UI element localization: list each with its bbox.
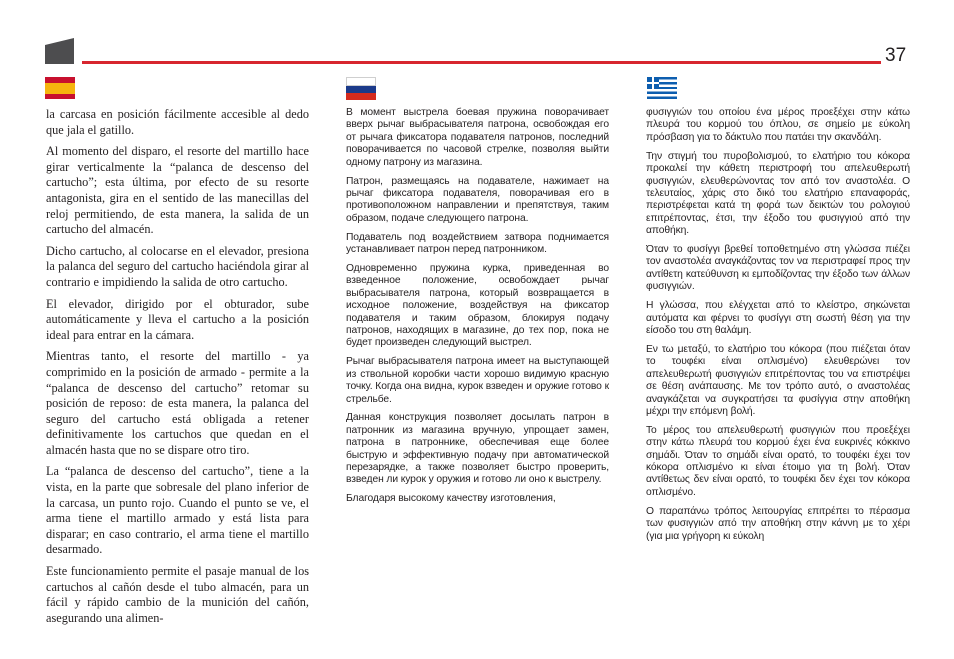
paragraph: Την στιγμή του πυροβολισμού, το ελατήριο του κόκορα προκαλεί την κάθετη περιστροφή του απελευθερωτή φυσιγγιών, ελευθερώνοντας τον από τον αναστολέα. Ο τελευταίος, χάρις στο δικό του ελατήριο επαναφοράς, περιστρέφεται κατά τη φορά των δεικτών του ρολογιού επιτρέποντας, έτσι, την έξοδο του φυσιγγιού από την αποθήκη.	[646, 150, 910, 237]
paragraph: La “palanca de descenso del cartucho”, tiene a la vista, en la parte que sobresale del plano inferior de la carcasa, un punto rojo. Cuando el punto se ve, el arma tiene el martillo armado y está lista para disparar; en caso contrario, el arma tiene el martillo desarmado.	[46, 464, 309, 557]
paragraph: Рычаг выбрасывателя патрона имеет на выступающей из ствольной коробки части хорошо видимую красную точку. Когда она видна, курок взведен и оружие готово к стрельбе.	[346, 356, 609, 405]
brand-logo-icon	[45, 38, 74, 64]
flag-spain-icon	[45, 77, 75, 99]
russian-column	[346, 107, 609, 627]
greek-column	[646, 107, 910, 627]
paragraph: Патрон, размещаясь на подавателе, нажимает на рычаг фиксатора подавателя, поворачивая его в противоположном направлении и препятствуя, таким образом, подаче следующего патрона.	[346, 175, 609, 224]
logo-corner	[45, 38, 74, 45]
paragraph: Данная конструкция позволяет досылать патрон в патронник из магазина вручную, упрощает замен, патрона в патроннике, обеспечивая еще более быструю и эффективную подачу при автоматической перезарядке, а также позволяет быстро проверить, взведен ли курок у оружия и готово ли оно к выстрелу.	[346, 412, 609, 486]
paragraph: Благодаря высокому качеству изготовления,	[346, 493, 556, 505]
paragraph: Το μέρος του απελευθερωτή φυσιγγιών που προεξέχει στην κάτω πλευρά του κορμού έχει ένα ευκρινές κόκκινο σημάδι. Όταν το σημάδι είναι ορατό, το τουφέκι έχει τον κόκορα οπλισμένο κι είναι έτοιμο για τη βολή. Όταν αντίθετως δεν είναι ορατό, το τουφέκι δεν έχει τον κόκορα οπλισμένο.	[646, 424, 910, 498]
paragraph: В момент выстрела боевая пружина поворачивает вверх рычаг выбрасывателя патрона, освобождая его от рычага фиксатора подавателя патронов, последний поворачивается по часовой стрелке, позволяя выйти одному патрону из магазина.	[346, 107, 609, 168]
paragraph: la carcasa en posición fácilmente accesible al dedo que jala el gatillo.	[46, 107, 309, 137]
paragraph: Mientras tanto, el resorte del martillo - ya comprimido en la posición de armado - permite a la “palanca de descenso del cartucho” retomar su posición de reposo: de esta manera, la palanca del seguro del cartucho está obligada a retener definitivamente los cartuchos que quedan en el almacén hasta que no se dispare otro tiro.	[46, 349, 309, 457]
paragraph: El elevador, dirigido por el obturador, sube automáticamente y lleva el cartucho a la posición ideal para entrar en la cámara.	[46, 296, 309, 342]
paragraph: Este funcionamiento permite el pasaje manual de los cartuchos al cañón desde el tubo almacén, para un fácil y rápido cambio de la munición del cañón, asegurando una alimen-	[46, 564, 309, 625]
paragraph: Εν τω μεταξύ, το ελατήριο του κόκορα (που πιέζεται όταν το τουφέκι είναι οπλισμένο) ελευθερώνει τον απελευθερωτή φυσιγγιών επιτρέποντας του να επιστρέψει σε θέση ανάπαυσης. Με τον τρόπο αυτό, ο αναστολέας αναγκάζεται να συγκρατήσει τα φυσίγγια στην αποθήκη μέχρι την επόμενη βολή.	[646, 343, 910, 417]
paragraph: Подаватель под воздействием затвора поднимается устанавливает патрон перед патронником.	[346, 231, 609, 256]
flag-russia-icon	[346, 77, 376, 99]
paragraph: φυσιγγιών του οποίου ένα μέρος προεξέχει στην κάτω πλευρά του κορμού του όπλου, σε σημείο με εύκολη πρόσβαση για το δάκτυλο που πατάει την σκανδάλη.	[646, 107, 910, 143]
paragraph: Dicho cartucho, al colocarse en el elevador, presiona la palanca del seguro del cartucho haciéndola girar al contrario e impidiendo la salida de otro cartucho.	[46, 243, 309, 289]
flag-greece-icon	[647, 77, 677, 99]
header-rule	[82, 61, 881, 64]
page-number: 37	[885, 45, 907, 66]
paragraph: Όταν το φυσίγγι βρεθεί τοποθετημένο στη γλώσσα πιέζει τον αναστολέα αναγκάζοντας τον να περιστραφεί προς την αντίθετη κατεύθυνση κι εμποδίζοντας την έξοδο των άλλων φυσιγγιών.	[646, 244, 910, 293]
paragraph: Ο παραπάνω τρόπος λειτουργίας επιτρέπει το πέρασμα των φυσιγγιών από την αποθήκη στην κάννη με το χέρι (για μια γρήγορη κι εύκολη	[646, 505, 910, 542]
paragraph: Одновременно пружина курка, приведенная во взведенное положение, освобождает рычаг выбрасывателя патрона, который возвращается в исходное положение, воздействуя на фиксатор подавателя и таким образом, блокируя подачу патронов, находящих в магазине, до тех пор, пока не будет произведен следующий выстрел.	[346, 262, 609, 349]
spanish-column	[46, 107, 309, 627]
paragraph: Al momento del disparo, el resorte del martillo hace girar verticalmente la “palanca de descenso del cartucho”; esta última, por efecto de su resorte antagonista, gira en el sentido de las manecillas del reloj permitiendo, de esta manera, la salida de un cartucho del almacén.	[46, 144, 309, 237]
paragraph: Η γλώσσα, που ελέγχεται από το κλείστρο, σηκώνεται αυτόματα και φέρνει το φυσίγγι στη σωστή θέση για την είσοδο του στη θαλάμη.	[646, 300, 910, 336]
